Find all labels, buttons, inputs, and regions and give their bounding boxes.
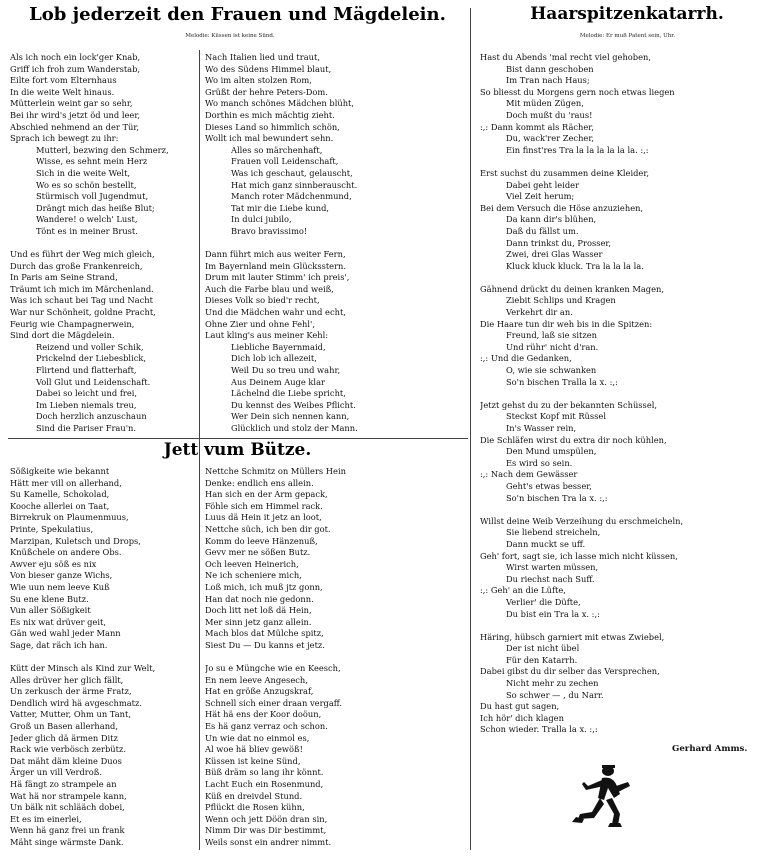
poem-line: Wo es so schön bestellt, (36, 179, 137, 190)
poem-line: Denke: endlich ens allein. (205, 477, 314, 488)
poem2-column-2 (205, 466, 467, 849)
poem-line: Rack wie verbösch zerbütz. (10, 744, 126, 755)
poem-line: Kluck kluck kluck. Tra la la la la. (506, 260, 644, 271)
poem-line: Wer Dein sich nennen kann, (231, 411, 350, 422)
poem-line: Hast du Abends 'mal recht viel gehoben, (480, 52, 651, 62)
poem-line: Dieses Land so himmlich schön, (205, 121, 340, 132)
poem-line: Du riechst nach Suff. (506, 573, 595, 584)
poem-line: Voll Glut und Leidenschaft. (36, 376, 151, 387)
poem-line: Alles drüver her glich fällt, (10, 674, 124, 685)
poem-line: Nach Italien lied und traut, (205, 52, 320, 62)
poem-line: Küssen ist keine Sünd, (205, 755, 301, 766)
poem-line: Griff ich froh zum Wanderstab, (10, 63, 141, 74)
poem-line: In die weite Welt hinaus. (10, 86, 115, 97)
poem-line: Ich hör' dich klagen (480, 712, 564, 723)
poem-line: Dann führt mich aus weiter Fern, (205, 249, 346, 260)
poem-line: Den Mund umspülen, (506, 446, 597, 457)
poem-line: Geh' fort, sagt sie, ich lasse mich nicht küssen, (480, 550, 678, 561)
stanza-break (480, 620, 776, 632)
poem-line: O, wie sie schwanken (506, 365, 597, 376)
poem-line: So'n bischen Tra la x. :,: (506, 492, 608, 503)
poem-line: Hä fängt zo strampele an (10, 779, 117, 790)
poem-line: Wenn hä ganz frei un frank (10, 825, 125, 836)
poem-line: Feurig wie Champagnerwein, (10, 318, 135, 329)
poem-line: Dendlich wird hä avgeschmatz. (10, 697, 143, 708)
poem-line: Vun aller Sößigkeit (10, 605, 91, 616)
poem-line: Verlier' die Düfte, (506, 596, 581, 607)
poem-line: Wo im alten stolzen Rom, (205, 75, 312, 86)
poem-line: Sie liebend streicheln, (506, 527, 601, 538)
poem-line: In Paris am Seine Strand, (10, 272, 118, 283)
poem-line: Bist dann geschoben (506, 63, 594, 74)
poem-line: Su ene klene Butz. (10, 593, 89, 604)
poem-line: Wollt ich mal bewundert sehn. (205, 133, 334, 144)
poem-line: Et es im einerlei, (10, 813, 82, 824)
poem-line: Was ich geschaut, gelauscht, (231, 167, 353, 178)
stanza-break (205, 238, 467, 250)
poem-line: :,: Nach dem Gewässer (480, 469, 578, 480)
poem-line: Manch roter Mädchenmund, (231, 191, 352, 202)
poem-line: Hat en größe Anzugskraf, (205, 686, 314, 697)
poem-line: So schwer — , du Narr. (506, 689, 604, 700)
stanza-break (10, 238, 198, 250)
poem-line: Doch mußt du 'raus! (506, 109, 593, 120)
column-divider-right (470, 8, 471, 850)
poem-line: Printe, Spekulatius, (10, 523, 94, 534)
poem-line: Gän wed wahl jeder Mann (10, 628, 121, 639)
poem-line: Von bieser ganze Wichs, (10, 570, 113, 581)
poem-line: Dann muckt se uff. (506, 538, 586, 549)
stanza-break (205, 652, 467, 664)
poem3-melody: Melodie: Er muß Patent sein, Uhr. (579, 33, 676, 39)
poem-line: Och leeven Heinerich, (205, 558, 299, 569)
poem-line: Wat hä nor strampele kann, (10, 790, 127, 801)
poem-line: Groß un Basen allerhand, (10, 721, 118, 732)
poem3-column (480, 52, 776, 736)
poem-line: Su Kamelle, Schokolad, (10, 489, 110, 500)
poem-line: Ne ich scheniere mich, (205, 570, 302, 581)
poem-line: Dorthin es mich mächtig zieht. (205, 109, 335, 120)
poem-line: Hat mich ganz sinnberauscht. (231, 179, 358, 190)
poem-line: Han sich en der Arm gepack, (205, 489, 328, 500)
poem-line: Vatter, Mutter, Ohm un Tant, (10, 709, 131, 720)
poem-line: Und rühr' nicht d'ran. (506, 341, 599, 352)
poem-line: Du hast gut sagen, (480, 701, 560, 712)
poem-line: Was ich schaut bei Tag und Nacht (10, 295, 153, 306)
poem-line: Föhle sich em Himmel rack. (205, 500, 323, 511)
poem-line: Mütterlein weint gar so sehr, (10, 98, 133, 109)
poem-line: Es hä ganz verraz och schon. (205, 721, 328, 732)
poem-line: :,: Geh' an die Lüfte, (480, 585, 566, 596)
poem-line: Weils sonst ein andrer nimmt. (205, 837, 332, 847)
poem-line: Dabei gibst du dir selber das Versprechen, (480, 666, 660, 677)
poem-line: Alles so märchenhaft, (231, 144, 323, 155)
poem-line: :,: Dann kommt als Rächer, (480, 121, 594, 132)
poem1-melody: Melodie: Küssen ist keine Sünd. (185, 33, 275, 39)
poem-line: Stürmisch voll Jugendmut, (36, 191, 149, 202)
poem-line: Geht's etwas besser, (506, 480, 592, 491)
poem-line: Als ich noch ein lock'ger Knab, (10, 52, 141, 62)
poem-line: Du bist ein Tra la x. :,: (506, 608, 600, 619)
poem-line: Für den Katarrh. (506, 654, 578, 665)
poem2-column-1 (10, 466, 198, 849)
poem1-column-2 (205, 52, 467, 435)
poem-line: Willst deine Weib Verzeihung du erschmeicheln, (480, 515, 684, 526)
poem-line: Jeder glich dä ärmen Ditz (10, 732, 118, 743)
poem-line: Lächelnd die Liebe spricht, (231, 388, 346, 399)
poem-line: Und es führt der Weg mich gleich, (10, 249, 155, 260)
poem-line: Küß en dreivdel Stund. (205, 790, 303, 801)
poem-line: Dich lob ich allezeit, (231, 353, 317, 364)
poem-line: Steckst Kopf mit Rüssel (506, 411, 606, 422)
poem-line: Sprach ich bewegt zu ihr: (10, 133, 119, 144)
stanza-break (480, 388, 776, 400)
poem-line: Mutterl, bezwing den Schmerz, (36, 144, 169, 155)
poem-line: Die Schläfen wirst du extra dir noch kühlen, (480, 434, 667, 445)
poem-line: Un zerkusch der ärme Fratz, (10, 686, 132, 697)
poem-line: Komm do leeve Hänzenuß, (205, 535, 318, 546)
poem-line: Nimm Dir was Dir bestimmt, (205, 825, 327, 836)
poem-line: In's Wasser rein, (506, 423, 577, 433)
poem-line: Nettche süch, ich ben dir got. (205, 523, 331, 534)
poem-line: Mit müden Zügen, (506, 98, 584, 109)
poem-line: Und die Mädchen wahr und echt, (205, 307, 346, 318)
poem-line: Sich in die weite Welt, (36, 167, 131, 178)
poem-line: War nur Schönheit, goldne Pracht, (10, 307, 156, 318)
poem-line: Weil Du so treu und wahr, (231, 365, 341, 376)
poem-line: Knüßchele on andere Obs. (10, 547, 122, 558)
poem-line: Lacht Euch ein Rosenmund, (205, 779, 324, 790)
poem-line: Doch litt net loß dä Hein, (205, 605, 312, 616)
poem-line: Sind dort die Mägdelein. (10, 330, 115, 341)
poem-line: Büß dräm so lang ihr könnt. (205, 767, 324, 778)
poem-line: Abschied nehmend an der Tür, (10, 121, 140, 132)
poem-line: Durch das große Frankenreich, (10, 260, 143, 271)
running-man-icon (572, 762, 636, 828)
poem-line: Nicht mehr zu zechen (506, 678, 599, 689)
section-divider (8, 438, 468, 439)
poem-line: Auch die Farbe blau und weiß, (205, 283, 334, 294)
poem-line: Ohne Zier und ohne Fehl', (205, 318, 315, 329)
poem-line: Schon wieder. Tralla la x. :,: (480, 724, 598, 735)
poem-line: Bei dem Versuch die Höse anzuziehen, (480, 202, 644, 213)
poem-line: Siest Du — Du kanns et jetz. (205, 639, 325, 650)
poem-line: So'n bischen Tralla la x. :,: (506, 376, 618, 387)
poem-line: Aus Deinem Auge klar (231, 376, 325, 387)
poem-line: Du, wack'rer Zecher, (506, 133, 595, 144)
stanza-break (480, 272, 776, 284)
poem-line: Wirst warten müssen, (506, 562, 599, 573)
poem-line: Der ist nicht übel (506, 643, 580, 654)
poem-line: Wandere! o welch' Lust, (36, 214, 138, 225)
poem-line: Kütt der Minsch als Kind zur Welt, (10, 663, 156, 674)
poem-line: Jo su e Müngche wie en Keesch, (205, 663, 341, 674)
poem-line: Glücklich und stolz der Mann. (231, 423, 358, 433)
poem-line: Hät hä ens der Koor doöun, (205, 709, 322, 720)
poem-line: Un wie dat no einmol es, (205, 732, 310, 743)
poem-line: Träumt ich mich im Märchenland. (10, 283, 154, 294)
poem-line: Dabei geht leider (506, 179, 580, 190)
poem-line: Flirtend und flatterhaft, (36, 365, 137, 376)
poem-line: Im Lieben niemals treu, (36, 399, 137, 410)
poem-line: Loß mich, ich muß jtz gonn, (205, 581, 323, 592)
poem-line: Im Tran nach Haus; (506, 75, 590, 86)
poem-line: Eilte fort vom Elternhaus (10, 75, 117, 86)
poem-line: Bei ihr wird's jetzt öd und leer, (10, 109, 141, 120)
poem-line: :,: Und die Gedanken, (480, 353, 572, 364)
poem-line: Dabei so leicht und frei, (36, 388, 138, 399)
poem-line: Viel Zeit herum; (506, 191, 575, 202)
poem-line: En nem leeve Angesech, (205, 674, 308, 685)
poem-line: Bravo bravissimo! (231, 225, 308, 236)
poem-line: Es nix wat drüver geit, (10, 616, 106, 627)
poem-line: Dieses Volk so bied'r recht, (205, 295, 320, 306)
poem-line: Drum mit lauter Stimm' ich preis', (205, 272, 350, 283)
poem-line: Sage, dat räch ich han. (10, 639, 108, 650)
poem-line: Tönt es in meiner Brust. (36, 225, 138, 236)
poem-line: Doch herzlich anzuschaun (36, 411, 147, 422)
poem-line: Im Bayernland mein Glücksstern. (205, 260, 347, 271)
poem2-title: Jett vum Bütze. (163, 440, 312, 460)
poem-line: Die Haare tun dir weh bis in die Spitzen: (480, 318, 653, 329)
poem-line: Dann trinkst du, Prosser, (506, 237, 612, 248)
poem3-title: Haarspitzenkatarrh. (530, 4, 724, 24)
poem-line: Mäht singe wärmste Dank. (10, 837, 124, 847)
poem-line: Es wird so sein. (506, 457, 573, 468)
poem-line: Mach blos dat Mülche spitz, (205, 628, 324, 639)
poem-line: Dat mäht däm kleine Duos (10, 755, 122, 766)
poem-line: Schnell sich einer draan vergaff. (205, 697, 343, 708)
poem-line: Frauen voll Leidenschaft, (231, 156, 339, 167)
poem-line: Wisse, es sehnt mein Herz (36, 156, 148, 167)
poem-line: Han dat noch nie gedonn. (205, 593, 314, 604)
poem-line: Ein finst'res Tra la la la la la la. :,: (506, 144, 649, 155)
poem-line: Birrekruk on Plaumenmuus, (10, 512, 129, 523)
stanza-break (480, 156, 776, 168)
poem-line: Gevv mer ne sößen Butz. (205, 547, 311, 558)
poem-line: Liebliche Bayernmaid, (231, 341, 326, 352)
poem3-author: Gerhard Amms. (672, 744, 748, 754)
poem-line: So bliesst du Morgens gern noch etwas liegen (480, 86, 675, 97)
poem-line: Zwei, drei Glas Wasser (506, 249, 603, 260)
poem-line: Erst suchst du zusammen deine Kleider, (480, 167, 650, 178)
poem-line: Marzipan, Kuletsch und Drops, (10, 535, 141, 546)
poem-line: Verkehrt dir an. (506, 307, 573, 318)
poem1-column-1 (10, 52, 198, 435)
poem-line: Laut kling's aus meiner Kehl: (205, 330, 329, 341)
poem-line: Gähnend drückt du deinen kranken Magen, (480, 283, 664, 294)
poem-line: Pflückt die Rosen kühn, (205, 802, 305, 813)
poem-line: Awver eju söß es nix (10, 558, 97, 569)
poem-line: Wie uun nem leeve Kuß (10, 581, 110, 592)
poem-line: Wo manch schönes Mädchen blüht, (205, 98, 355, 109)
poem-line: Wo des Südens Himmel blaut, (205, 63, 332, 74)
poem-line: Häring, hübsch garniert mit etwas Zwiebel, (480, 631, 665, 642)
poem-line: Hätt mer vill on allerhand, (10, 477, 122, 488)
stanza-break (480, 504, 776, 516)
poem-line: Sößigkeite wie bekannt (10, 466, 110, 476)
poem-line: Ärger un vill Verdroß. (10, 767, 102, 778)
poem-line: Daß du fällst um. (506, 225, 579, 236)
poem-line: Un bälk nit schlääch dobei, (10, 802, 125, 813)
poem-line: Nettche Schmitz on Müllers Hein (205, 466, 346, 476)
poem-line: Grüßt der hehre Peters-Dom. (205, 86, 328, 97)
poem1-title: Lob jederzeit den Frauen und Mägdelein. (29, 4, 446, 25)
poem-line: Kooche allerlei on Taat, (10, 500, 110, 511)
poem-line: Reizend und voller Schik, (36, 341, 144, 352)
poem-line: Freund, laß sie sitzen (506, 330, 598, 341)
poem-line: Tat mir die Liebe kund, (231, 202, 330, 213)
poem-line: Ziebit Schlips und Kragen (506, 295, 616, 306)
poem-line: Jetzt gehst du zu der bekannten Schüssel, (480, 399, 658, 410)
poem-line: In dulci jubilo, (231, 214, 292, 225)
poem-line: Wenn och jett Döön dran sin, (205, 813, 328, 824)
stanza-break (10, 652, 198, 664)
poem-line: Da kann dir's blühen, (506, 214, 597, 225)
poem-line: Drängt mich das heiße Blut; (36, 202, 155, 213)
poem-line: Mer sinn jetz ganz allein. (205, 616, 312, 627)
poem-line: Prickelnd der Liebesblick, (36, 353, 147, 364)
poem-line: Luus dä Hein it jetz an loot, (205, 512, 322, 523)
poem-line: Sind die Pariser Frau'n. (36, 423, 136, 433)
poem-line: Al woe hä bliev gewöß! (205, 744, 303, 755)
poem-line: Du kennst des Weibes Pflicht. (231, 399, 356, 410)
